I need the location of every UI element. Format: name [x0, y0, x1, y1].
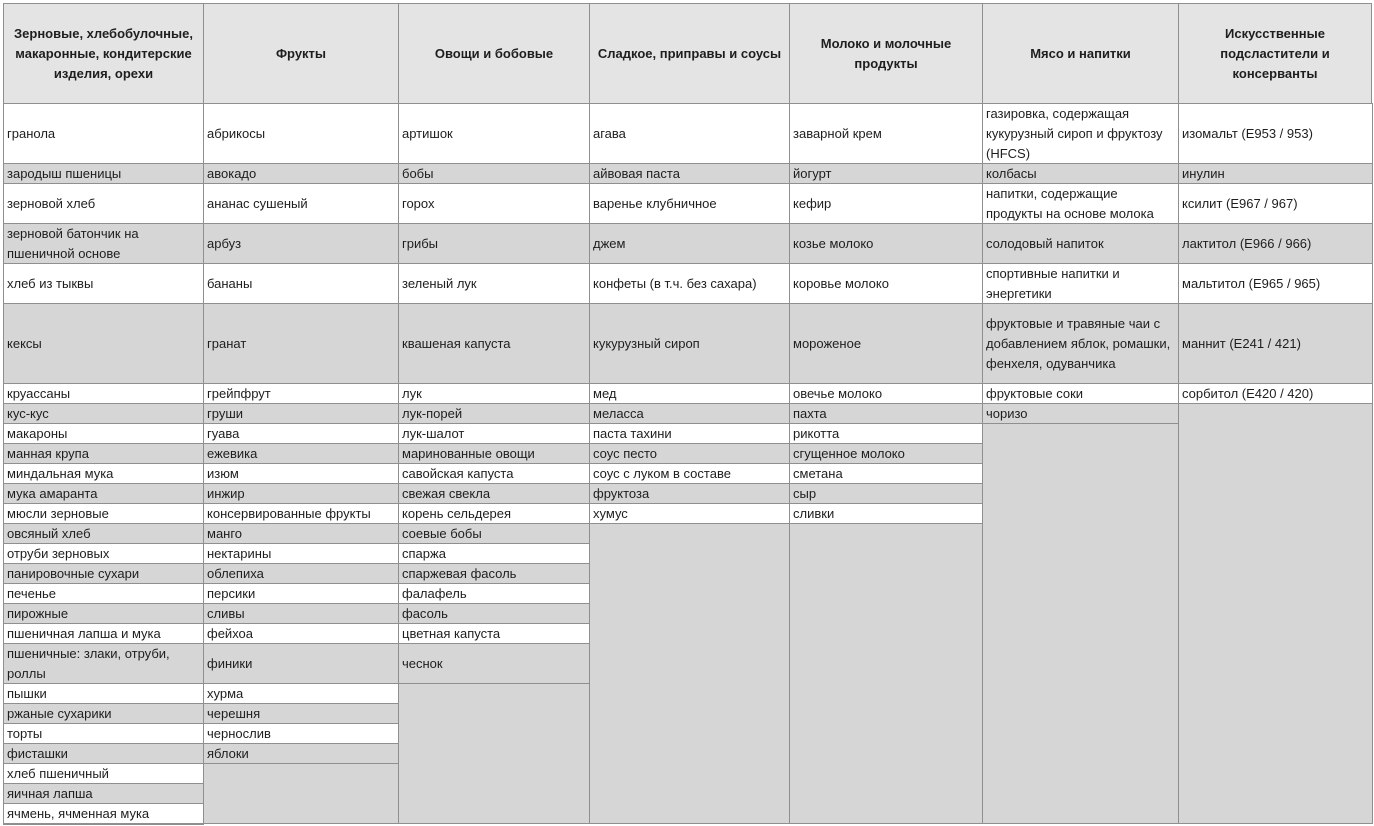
table-cell[interactable] [3, 223, 204, 264]
cell-text: фруктовые и травяные чаи с добавлением яблок, ромашки, фенхеля, одуванчика [986, 315, 1171, 371]
table-cell[interactable] [3, 103, 204, 164]
table-cell[interactable] [589, 443, 790, 464]
cell-text: облепиха [207, 565, 264, 581]
cell-text: агава [593, 125, 626, 141]
cell-text: зерновой хлеб [7, 195, 96, 211]
table-cell[interactable] [789, 503, 983, 524]
table-cell[interactable] [982, 263, 1179, 304]
column-header-vegetables[interactable]: Овощи и бобовые [398, 3, 590, 104]
table-cell[interactable] [3, 303, 204, 384]
table-cell[interactable] [203, 423, 399, 444]
cell-text: пышки [7, 685, 47, 701]
cell-text: конфеты (в т.ч. без сахара) [593, 275, 757, 291]
table-cell[interactable] [3, 683, 204, 704]
column-header-dairy[interactable]: Молоко и молочные продукты [789, 3, 983, 104]
table-cell[interactable] [3, 763, 204, 784]
table-cell[interactable] [398, 183, 590, 224]
table-cell[interactable] [589, 103, 790, 164]
cell-text: арбуз [207, 235, 242, 251]
table-cell[interactable] [982, 103, 1179, 164]
table-cell[interactable] [1178, 263, 1373, 304]
cell-text: лук-порей [402, 405, 463, 421]
cell-text: овечье молоко [793, 385, 883, 401]
cell-text: круассаны [7, 385, 71, 401]
cell-text: корень сельдерея [402, 505, 512, 521]
table-cell[interactable] [3, 543, 204, 564]
table-cell[interactable] [203, 463, 399, 484]
table-cell[interactable] [982, 183, 1179, 224]
table-cell[interactable] [1178, 183, 1373, 224]
cell-text: айвовая паста [593, 165, 680, 181]
cell-text: мальтитол (E965 / 965) [1182, 275, 1321, 291]
table-cell[interactable] [398, 563, 590, 584]
table-cell[interactable] [398, 423, 590, 444]
table-cell[interactable] [3, 163, 204, 184]
cell-text: яблоки [207, 745, 249, 761]
table-cell[interactable] [398, 503, 590, 524]
cell-text: лук-шалот [402, 425, 465, 441]
table-cell[interactable] [3, 743, 204, 764]
cell-text: коровье молоко [793, 275, 889, 291]
table-cell[interactable] [589, 423, 790, 444]
table-cell[interactable] [982, 403, 1179, 424]
cell-text: зеленый лук [402, 275, 477, 291]
cell-text: отруби зерновых [7, 545, 110, 561]
cell-text: йогурт [793, 165, 832, 181]
table-cell[interactable] [203, 623, 399, 644]
table-cell[interactable] [789, 303, 983, 384]
cell-text: спаржевая фасоль [402, 565, 517, 581]
cell-text: артишок [402, 125, 453, 141]
table-cell[interactable] [3, 403, 204, 424]
table-cell[interactable] [398, 103, 590, 164]
cell-text: пшеничная лапша и мука [7, 625, 161, 641]
cell-text: персики [207, 585, 256, 601]
table-cell[interactable] [982, 303, 1179, 384]
table-cell[interactable] [203, 403, 399, 424]
cell-text: кус-кус [7, 405, 49, 421]
cell-text: цветная капуста [402, 625, 501, 641]
cell-text: лактитол (E966 / 966) [1182, 235, 1312, 251]
cell-text: овсяный хлеб [7, 525, 91, 541]
table-cell[interactable] [789, 423, 983, 444]
cell-text: рикотта [793, 425, 840, 441]
cell-text: хумус [593, 505, 628, 521]
cell-text: гуава [207, 425, 240, 441]
cell-text: мед [593, 385, 617, 401]
cell-text: свежая свекла [402, 485, 491, 501]
cell-text: гранат [207, 335, 247, 351]
table-cell[interactable] [3, 183, 204, 224]
cell-text: ячмень, ячменная мука [7, 805, 150, 821]
cell-text: ананас сушеный [207, 195, 308, 211]
cell-text: хлеб пшеничный [7, 765, 109, 781]
cell-text: квашеная капуста [402, 335, 511, 351]
table-cell[interactable] [3, 443, 204, 464]
table-cell[interactable] [398, 603, 590, 624]
table-cell[interactable] [398, 383, 590, 404]
table-cell[interactable] [203, 443, 399, 464]
table-cell[interactable] [589, 263, 790, 304]
table-cell[interactable] [982, 383, 1179, 404]
table-cell[interactable] [3, 643, 204, 684]
cell-text: соус с луком в составе [593, 465, 731, 481]
cell-text: джем [593, 235, 626, 251]
cell-text: спаржа [402, 545, 446, 561]
cell-text: хурма [207, 685, 244, 701]
cell-text: манго [207, 525, 243, 541]
cell-text: меласса [593, 405, 644, 421]
table-cell[interactable] [3, 723, 204, 744]
cell-text: солодовый напиток [986, 235, 1104, 251]
table-cell[interactable] [3, 703, 204, 724]
table-cell[interactable] [3, 783, 204, 804]
table-cell[interactable] [203, 223, 399, 264]
cell-text: пшеничные: злаки, отруби, роллы [7, 645, 170, 681]
table-cell[interactable] [3, 603, 204, 624]
column-header-grains[interactable]: Зерновые, хлебобулочные, макаронные, кондитерские изделия, орехи [3, 3, 204, 104]
cell-text: сливки [793, 505, 835, 521]
cell-text: мюсли зерновые [7, 505, 109, 521]
cell-text: хлеб из тыквы [7, 275, 94, 291]
cell-text: варенье клубничное [593, 195, 717, 211]
cell-text: чоризо [986, 405, 1028, 421]
table-cell[interactable] [789, 383, 983, 404]
table-cell[interactable] [789, 403, 983, 424]
cell-text: ржаные сухарики [7, 705, 112, 721]
table-cell[interactable] [398, 223, 590, 264]
empty-cell-area [982, 423, 1179, 824]
table-cell[interactable] [1178, 303, 1373, 384]
table-cell[interactable] [3, 523, 204, 544]
cell-text: абрикосы [207, 125, 266, 141]
cell-text: грейпфрут [207, 385, 271, 401]
table-cell[interactable] [1178, 223, 1373, 264]
cell-text: макароны [7, 425, 68, 441]
table-cell[interactable] [203, 743, 399, 764]
empty-cell-area [1178, 403, 1373, 824]
cell-text: фейхоа [207, 625, 254, 641]
table-cell[interactable] [398, 403, 590, 424]
cell-text: сорбитол (E420 / 420) [1182, 385, 1314, 401]
empty-cell-area [203, 763, 399, 824]
table-cell[interactable] [398, 163, 590, 184]
table-cell[interactable] [589, 483, 790, 504]
table-cell[interactable] [589, 303, 790, 384]
cell-text: зерновой батончик на пшеничной основе [7, 225, 139, 261]
cell-text: нектарины [207, 545, 272, 561]
table-cell[interactable] [789, 223, 983, 264]
table-cell[interactable] [3, 563, 204, 584]
cell-text: спортивные напитки и энергетики [986, 265, 1120, 301]
cell-text: гранола [7, 125, 56, 141]
table-cell[interactable] [3, 263, 204, 304]
cell-text: изомальт (E953 / 953) [1182, 125, 1313, 141]
table-cell[interactable] [398, 263, 590, 304]
cell-text: инжир [207, 485, 245, 501]
table-cell[interactable] [3, 483, 204, 504]
table-cell[interactable] [398, 523, 590, 544]
table-cell[interactable] [203, 523, 399, 544]
cell-text: мороженое [793, 335, 862, 351]
table-cell[interactable] [3, 583, 204, 604]
table-cell[interactable] [589, 183, 790, 224]
cell-text: савойская капуста [402, 465, 514, 481]
table-cell[interactable] [203, 703, 399, 724]
table-cell[interactable] [589, 463, 790, 484]
cell-text: манная крупа [7, 445, 89, 461]
cell-text: яичная лапша [7, 785, 93, 801]
empty-cell-area [589, 523, 790, 824]
table-cell[interactable] [589, 503, 790, 524]
cell-text: миндальная мука [7, 465, 114, 481]
cell-text: сметана [793, 465, 843, 481]
empty-cell-area [3, 823, 204, 825]
cell-text: чернослив [207, 725, 271, 741]
table-cell[interactable] [789, 183, 983, 224]
table-cell[interactable] [3, 383, 204, 404]
table-cell[interactable] [3, 623, 204, 644]
cell-text: пахта [793, 405, 827, 421]
table-cell[interactable] [203, 603, 399, 624]
column-header-meat-drinks[interactable]: Мясо и напитки [982, 3, 1179, 104]
table-cell[interactable] [789, 263, 983, 304]
cell-text: газировка, содержащая кукурузный сироп и фруктозу (HFCS) [986, 105, 1163, 161]
table-cell[interactable] [789, 443, 983, 464]
column-header-fruits[interactable]: Фрукты [203, 3, 399, 104]
table-cell[interactable] [203, 263, 399, 304]
table-cell[interactable] [203, 583, 399, 604]
cell-text: финики [207, 655, 253, 671]
table-cell[interactable] [203, 163, 399, 184]
table-cell[interactable] [789, 103, 983, 164]
cell-text: кукурузный сироп [593, 335, 700, 351]
cell-text: напитки, содержащие продукты на основе молока [986, 185, 1154, 221]
cell-text: панировочные сухари [7, 565, 140, 581]
table-cell[interactable] [589, 403, 790, 424]
table-cell[interactable] [789, 163, 983, 184]
table-cell[interactable] [789, 483, 983, 504]
cell-text: фруктоза [593, 485, 650, 501]
cell-text: бобы [402, 165, 434, 181]
table-cell[interactable] [398, 483, 590, 504]
cell-text: ксилит (E967 / 967) [1182, 195, 1298, 211]
cell-text: кексы [7, 335, 42, 351]
cell-text: торты [7, 725, 43, 741]
cell-text: фруктовые соки [986, 385, 1084, 401]
table-cell[interactable] [203, 483, 399, 504]
cell-text: авокадо [207, 165, 257, 181]
table-cell[interactable] [203, 303, 399, 384]
cell-text: инулин [1182, 165, 1225, 181]
table-cell[interactable] [203, 723, 399, 744]
cell-text: соевые бобы [402, 525, 482, 541]
table-cell[interactable] [3, 463, 204, 484]
cell-text: сливы [207, 605, 245, 621]
cell-text: пирожные [7, 605, 69, 621]
table-cell[interactable] [589, 223, 790, 264]
empty-cell-area [398, 683, 590, 824]
cell-text: маринованные овощи [402, 445, 535, 461]
cell-text: фисташки [7, 745, 68, 761]
cell-text: зародыш пшеницы [7, 165, 122, 181]
cell-text: груши [207, 405, 244, 421]
cell-text: фасоль [402, 605, 448, 621]
cell-text: козье молоко [793, 235, 874, 251]
table-cell[interactable] [203, 643, 399, 684]
cell-text: фалафель [402, 585, 467, 601]
table-cell[interactable] [203, 563, 399, 584]
cell-text: колбасы [986, 165, 1037, 181]
cell-text: сгущенное молоко [793, 445, 905, 461]
table-cell[interactable] [982, 223, 1179, 264]
table-cell[interactable] [203, 183, 399, 224]
cell-text: мука амаранта [7, 485, 98, 501]
table-cell[interactable] [398, 463, 590, 484]
table-cell[interactable] [982, 163, 1179, 184]
cell-text: ежевика [207, 445, 258, 461]
cell-text: печенье [7, 585, 57, 601]
table-cell[interactable] [1178, 163, 1373, 184]
table-cell[interactable] [1178, 103, 1373, 164]
table-cell[interactable] [203, 103, 399, 164]
table-cell[interactable] [3, 423, 204, 444]
table-cell[interactable] [203, 503, 399, 524]
cell-text: паста тахини [593, 425, 672, 441]
cell-text: маннит (E241 / 421) [1182, 335, 1301, 351]
table-cell[interactable] [398, 303, 590, 384]
table-cell[interactable] [589, 163, 790, 184]
cell-text: черешня [207, 705, 261, 721]
cell-text: бананы [207, 275, 253, 291]
table-cell[interactable] [3, 803, 204, 824]
table-cell[interactable] [398, 643, 590, 684]
table-cell[interactable] [398, 543, 590, 564]
table-cell[interactable] [398, 583, 590, 604]
cell-text: чеснок [402, 655, 443, 671]
cell-text: сыр [793, 485, 817, 501]
table-cell[interactable] [589, 383, 790, 404]
empty-cell-area [789, 523, 983, 824]
table-cell[interactable] [1178, 383, 1373, 404]
table-cell[interactable] [203, 383, 399, 404]
table-cell[interactable] [789, 463, 983, 484]
table-cell[interactable] [398, 623, 590, 644]
table-cell[interactable] [203, 683, 399, 704]
column-header-sweets[interactable]: Сладкое, приправы и соусы [589, 3, 790, 104]
cell-text: лук [402, 385, 422, 401]
table-cell[interactable] [398, 443, 590, 464]
cell-text: изюм [207, 465, 239, 481]
table-cell[interactable] [203, 543, 399, 564]
cell-text: соус песто [593, 445, 658, 461]
cell-text: горох [402, 195, 435, 211]
cell-text: заварной крем [793, 125, 882, 141]
column-header-sweeteners[interactable]: Искусственные подсластители и консерванты [1178, 3, 1372, 104]
cell-text: грибы [402, 235, 439, 251]
table-cell[interactable] [3, 503, 204, 524]
cell-text: кефир [793, 195, 832, 211]
cell-text: консервированные фрукты [207, 505, 371, 521]
